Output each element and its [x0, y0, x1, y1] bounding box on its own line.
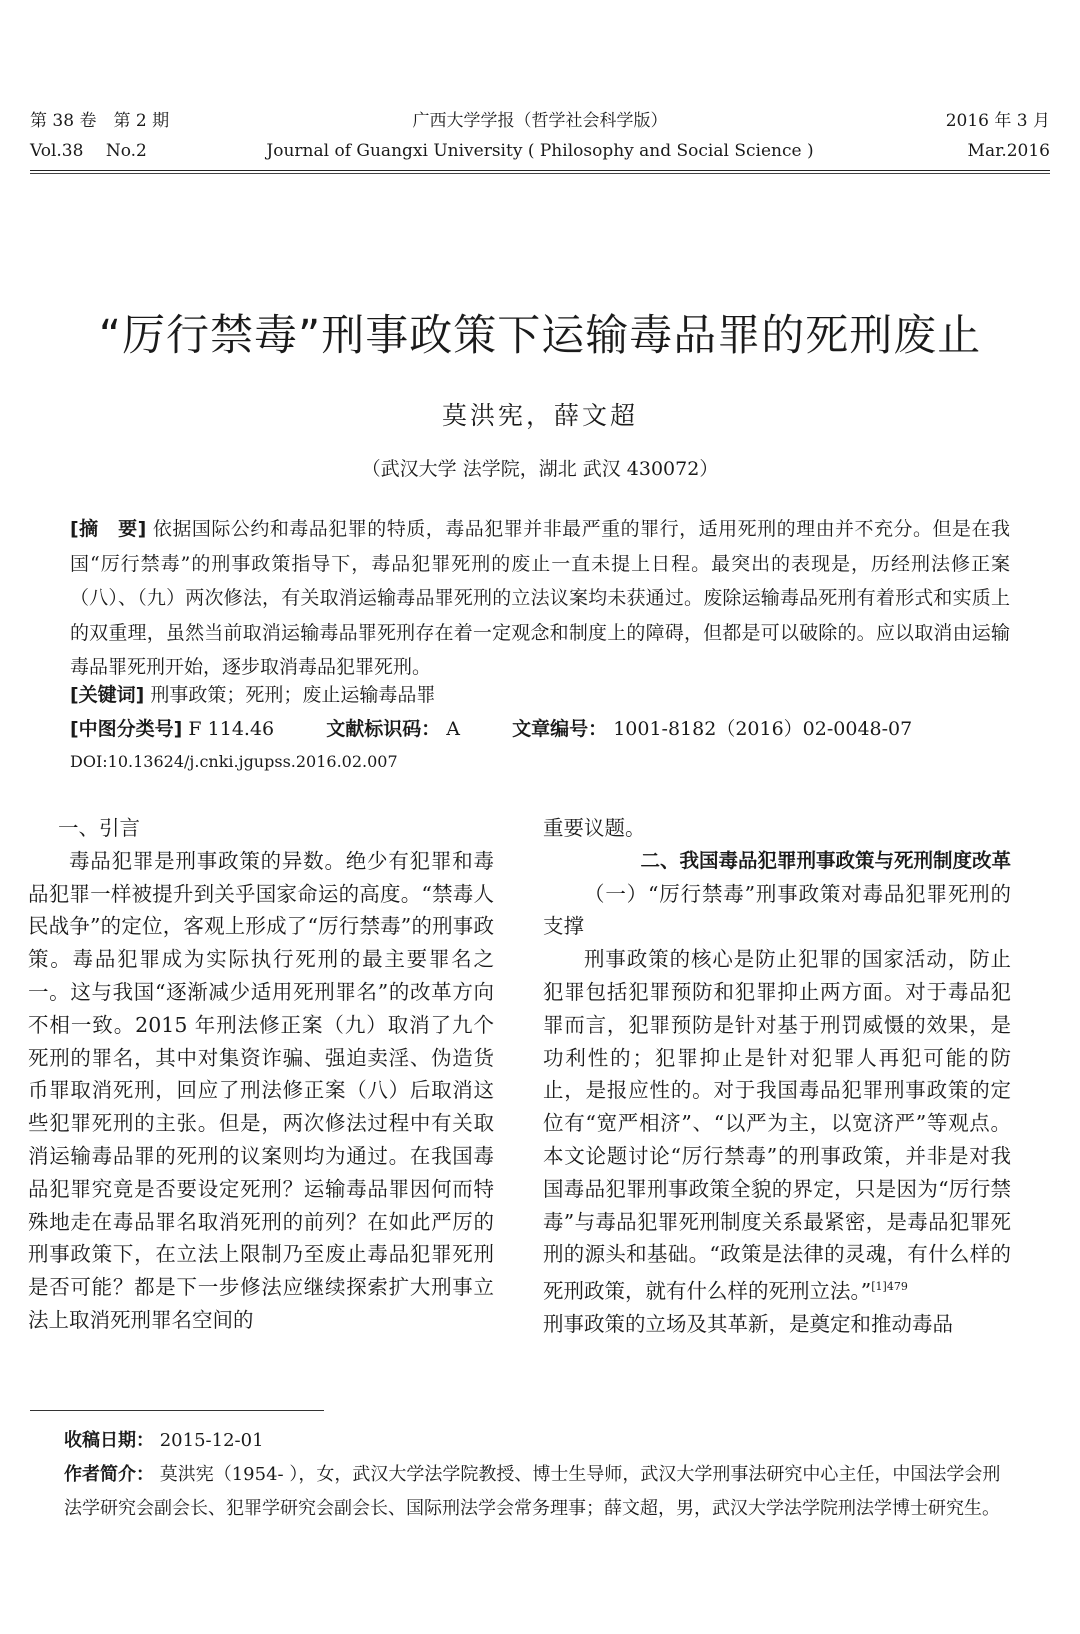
- clc-value: F 114.46: [188, 718, 275, 740]
- authors: 莫洪宪，薛文超: [441, 401, 638, 430]
- received-date: [64, 1424, 1014, 1458]
- header-rule-thin: [30, 173, 1050, 174]
- keywords-text: 刑事政策；死刑；废止运输毒品罪: [150, 684, 436, 706]
- keywords: [70, 678, 435, 712]
- keywords-label: [关键词]: [70, 684, 145, 706]
- running-header: [30, 106, 1050, 166]
- received-value: 2015-12-01: [159, 1430, 264, 1451]
- header-rule: [30, 170, 1050, 171]
- affiliation: （武汉大学 法学院，湖北 武汉 430072）: [361, 458, 719, 480]
- body-paragraph-text: 刑事政策的核心是防止犯罪的国家活动，防止犯罪包括犯罪预防和犯罪抑止两方面。对于毒品犯罪而言，犯罪预防是针对基于刑罚威慑的效果，是功利性的；犯罪抑止是针对犯罪人再犯可能的防止，是报应性的。对于我国毒品犯罪刑事政策的定位有“宽严相济”、“以严为主，以宽济严”等观点。本文论题讨论“厉行禁毒”的刑事政策，并非是对我国毒品犯罪刑事政策全貌的界定，只是因为“厉行禁毒”与毒品犯罪死刑制度关系最紧密，是毒品犯罪死刑的源头和基础。“政策是法律的灵魂，有什么样的死刑政策，就有什么样的死刑立法。”: [543, 947, 1011, 1303]
- author-bio: [64, 1458, 1014, 1525]
- body-paragraph: [543, 943, 1011, 1308]
- section-heading-intro: 一、引言: [58, 816, 140, 840]
- body-paragraph-end: 刑事政策的立场及其革新，是奠定和推动毒品: [543, 1311, 953, 1336]
- doi: DOI:10.13624/j.cnki.jgupss.2016.02.007: [70, 752, 398, 771]
- classification-line: [70, 712, 912, 746]
- issue-date: 2016 年 3 月 Mar.2016: [945, 111, 1050, 161]
- footnote-rule: [30, 1410, 324, 1411]
- received-label: 收稿日期：: [64, 1430, 154, 1451]
- doc-code-label: 文献标识码：: [326, 718, 441, 740]
- volume-issue: 第 38 卷 第 2 期 Vol.38 No.2: [30, 111, 170, 161]
- journal-name: 广西大学学报（哲学社会科学版） Journal of Guangxi University ( Philosophy and Social Science ): [266, 111, 814, 161]
- clc-label: [中图分类号]: [70, 718, 183, 740]
- subsection-heading: （一）“厉行禁毒”刑事政策对毒品犯罪死刑的支撑: [543, 881, 1011, 939]
- bio-text: 莫洪宪（1954- ），女，武汉大学法学院教授、博士生导师，武汉大学刑事法研究中心主任，中国法学会刑法学研究会副会长、犯罪学研究会副会长、国际刑法学会常务理事；薛文超，男，武汉大学法学院刑法学博士研究生。: [64, 1464, 1001, 1519]
- paper-title: “厉行禁毒”刑事政策下运输毒品罪的死刑废止: [98, 311, 982, 361]
- doc-code-value: A: [446, 718, 461, 740]
- section-heading-2: 二、我国毒品犯罪刑事政策与死刑制度改革: [640, 848, 1011, 872]
- article-number-label: 文章编号：: [512, 718, 608, 740]
- left-column: [28, 812, 494, 1337]
- right-column: [543, 812, 1011, 1341]
- article-number-value: 1001-8182（2016）02-0048-07: [613, 718, 913, 740]
- continued-text: 重要议题。: [543, 816, 646, 840]
- abstract-label: [摘 要]: [70, 518, 147, 540]
- intro-paragraph: 毒品犯罪是刑事政策的异数。绝少有犯罪和毒品犯罪一样被提升到关乎国家命运的高度。“禁毒人民战争”的定位，客观上形成了“厉行禁毒”的刑事政策。毒品犯罪成为实际执行死刑的最主要罪名之一。这与我国“逐渐减少适用死刑罪名”的改革方向不相一致。2015 年刑法修正案（九）取消了九个死刑的罪名，其中对集资诈骗、强迫卖淫、伪造货币罪取消死刑，回应了刑法修正案（八）后取消这些犯罪死刑的主张。但是，两次修法过程中有关取消运输毒品罪的死刑的议案则均为通过。在我国毒品犯罪究竟是否要设定死刑？运输毒品罪因何而特殊地走在毒品罪名取消死刑的前列？在如此严厉的刑事政策下，在立法上限制乃至废止毒品犯罪死刑是否可能？都是下一步修法应继续探索扩大刑事立法上取消死刑罪名空间的: [28, 848, 494, 1332]
- citation: [1]479: [871, 1280, 908, 1294]
- bio-label: 作者简介：: [64, 1464, 154, 1485]
- abstract-text: 依据国际公约和毒品犯罪的特质，毒品犯罪并非最严重的罪行，适用死刑的理由并不充分。但是在我国“厉行禁毒”的刑事政策指导下，毒品犯罪死刑的废止一直未提上日程。最突出的表现是，历经刑法修正案（八）、（九）两次修法，有关取消运输毒品罪死刑的立法议案均未获通过。废除运输毒品死刑有着形式和实质上的双重理，虽然当前取消运输毒品罪死刑存在着一定观念和制度上的障碍，但都是可以破除的。应以取消由运输毒品罪死刑开始，逐步取消毒品犯罪死刑。: [70, 518, 1010, 678]
- abstract: [70, 512, 1010, 685]
